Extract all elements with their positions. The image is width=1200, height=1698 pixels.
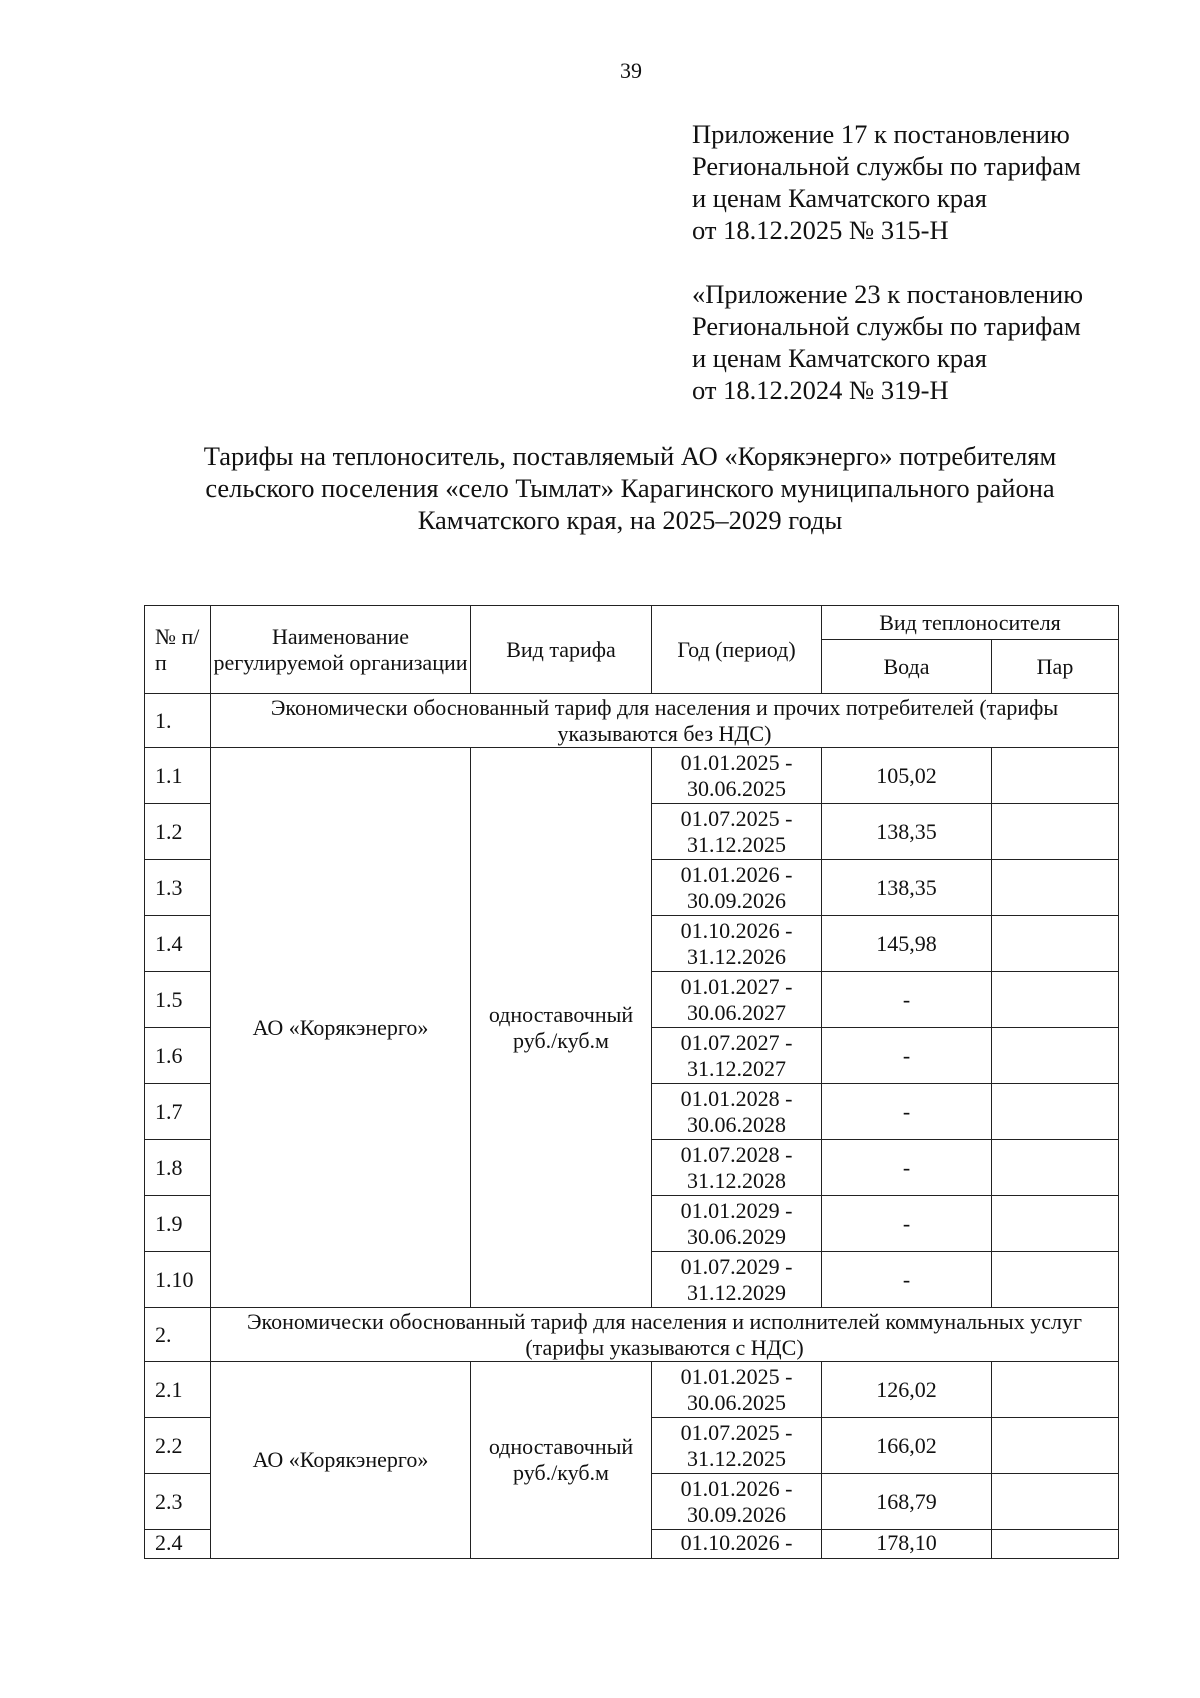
section-1-org: АО «Корякэнерго» [211, 748, 471, 1308]
row-num: 1.4 [145, 916, 211, 972]
section-2-title: Экономически обоснованный тариф для населения и исполнителей коммунальных услуг (тарифы указываются с НДС) [211, 1308, 1119, 1362]
row-steam [992, 1196, 1119, 1252]
annex-current-header [692, 118, 1081, 246]
header-steam: Пар [992, 640, 1119, 694]
section-2-tariff-type: одноставочный руб./куб.м [471, 1362, 652, 1559]
section-1-row [145, 694, 1119, 748]
row-period: 01.07.2029 - 31.12.2029 [652, 1252, 822, 1308]
header-water: Вода [822, 640, 992, 694]
section-2-org: АО «Корякэнерго» [211, 1362, 471, 1559]
section-2-num: 2. [145, 1308, 211, 1362]
row-water: - [822, 1028, 992, 1084]
header-carrier: Вид теплоносителя [822, 606, 1119, 640]
title-line-1: Тарифы на теплоноситель, поставляемый АО «Корякэнерго» потребителям [203, 441, 1057, 471]
row-period: 01.01.2025 - 30.06.2025 [652, 748, 822, 804]
title-line-2: сельского поселения «село Тымлат» Карагинского муниципального района [205, 473, 1055, 503]
row-water: - [822, 1140, 992, 1196]
row-steam [992, 1474, 1119, 1530]
row-water: - [822, 1084, 992, 1140]
row-num: 1.3 [145, 860, 211, 916]
row-period: 01.01.2026 - 30.09.2026 [652, 1474, 822, 1530]
row-water: 166,02 [822, 1418, 992, 1474]
row-water: 168,79 [822, 1474, 992, 1530]
row-steam [992, 748, 1119, 804]
row-period: 01.01.2027 - 30.06.2027 [652, 972, 822, 1028]
row-period: 01.01.2029 - 30.06.2029 [652, 1196, 822, 1252]
row-steam [992, 1028, 1119, 1084]
row-num: 2.4 [145, 1530, 211, 1559]
row-num: 1.1 [145, 748, 211, 804]
row-period: 01.10.2026 - 31.12.2026 [652, 916, 822, 972]
row-num: 1.10 [145, 1252, 211, 1308]
row-num: 2.3 [145, 1474, 211, 1530]
header-row-1 [145, 606, 1119, 640]
header-org: Наименование регулируемой организации [211, 606, 471, 694]
row-period: 01.01.2028 - 30.06.2028 [652, 1084, 822, 1140]
row-water: 138,35 [822, 804, 992, 860]
row-water: 126,02 [822, 1362, 992, 1418]
annex-original-line-1: «Приложение 23 к постановлению [692, 279, 1083, 309]
row-steam [992, 916, 1119, 972]
row-num: 1.9 [145, 1196, 211, 1252]
annex-original-line-3: и ценам Камчатского края [692, 343, 987, 373]
row-water: 138,35 [822, 860, 992, 916]
row-water: - [822, 972, 992, 1028]
annex-original-line-2: Региональной службы по тарифам [692, 311, 1081, 341]
row-water: 105,02 [822, 748, 992, 804]
row-period: 01.01.2026 - 30.09.2026 [652, 860, 822, 916]
annex-current-line-4: от 18.12.2025 № 315-Н [692, 215, 949, 245]
title-line-3: Камчатского края, на 2025–2029 годы [417, 505, 843, 535]
row-period: 01.01.2025 - 30.06.2025 [652, 1362, 822, 1418]
row-steam [992, 1530, 1119, 1559]
row-steam [992, 804, 1119, 860]
row-num: 1.5 [145, 972, 211, 1028]
row-period: 01.07.2028 - 31.12.2028 [652, 1140, 822, 1196]
annex-current-line-1: Приложение 17 к постановлению [692, 119, 1070, 149]
row-num: 1.7 [145, 1084, 211, 1140]
table-row [145, 748, 1119, 804]
section-1-tariff-type: одноставочный руб./куб.м [471, 748, 652, 1308]
annex-original-line-4: от 18.12.2024 № 319-Н [692, 375, 949, 405]
row-num: 2.1 [145, 1362, 211, 1418]
row-steam [992, 860, 1119, 916]
row-steam [992, 1084, 1119, 1140]
annex-original-header [692, 278, 1083, 406]
table-row [145, 1362, 1119, 1418]
document-title [100, 440, 1160, 536]
tariff-table [144, 605, 1119, 1559]
row-num: 1.2 [145, 804, 211, 860]
row-num: 1.8 [145, 1140, 211, 1196]
annex-current-line-2: Региональной службы по тарифам [692, 151, 1081, 181]
row-num: 2.2 [145, 1418, 211, 1474]
page-number: 39 [620, 58, 642, 83]
header-num: № п/п [145, 606, 211, 694]
row-water: - [822, 1196, 992, 1252]
row-period: 01.10.2026 - [652, 1530, 822, 1559]
section-2-row [145, 1308, 1119, 1362]
annex-current-line-3: и ценам Камчатского края [692, 183, 987, 213]
row-period: 01.07.2025 - 31.12.2025 [652, 1418, 822, 1474]
row-water: - [822, 1252, 992, 1308]
row-water: 145,98 [822, 916, 992, 972]
row-steam [992, 1140, 1119, 1196]
row-steam [992, 1418, 1119, 1474]
row-period: 01.07.2027 - 31.12.2027 [652, 1028, 822, 1084]
row-steam [992, 1362, 1119, 1418]
section-1-num: 1. [145, 694, 211, 748]
section-1-title: Экономически обоснованный тариф для населения и прочих потребителей (тарифы указываются без НДС) [211, 694, 1119, 748]
row-steam [992, 1252, 1119, 1308]
header-period: Год (период) [652, 606, 822, 694]
row-period: 01.07.2025 - 31.12.2025 [652, 804, 822, 860]
row-num: 1.6 [145, 1028, 211, 1084]
row-water: 178,10 [822, 1530, 992, 1559]
row-steam [992, 972, 1119, 1028]
header-tariff-type: Вид тарифа [471, 606, 652, 694]
